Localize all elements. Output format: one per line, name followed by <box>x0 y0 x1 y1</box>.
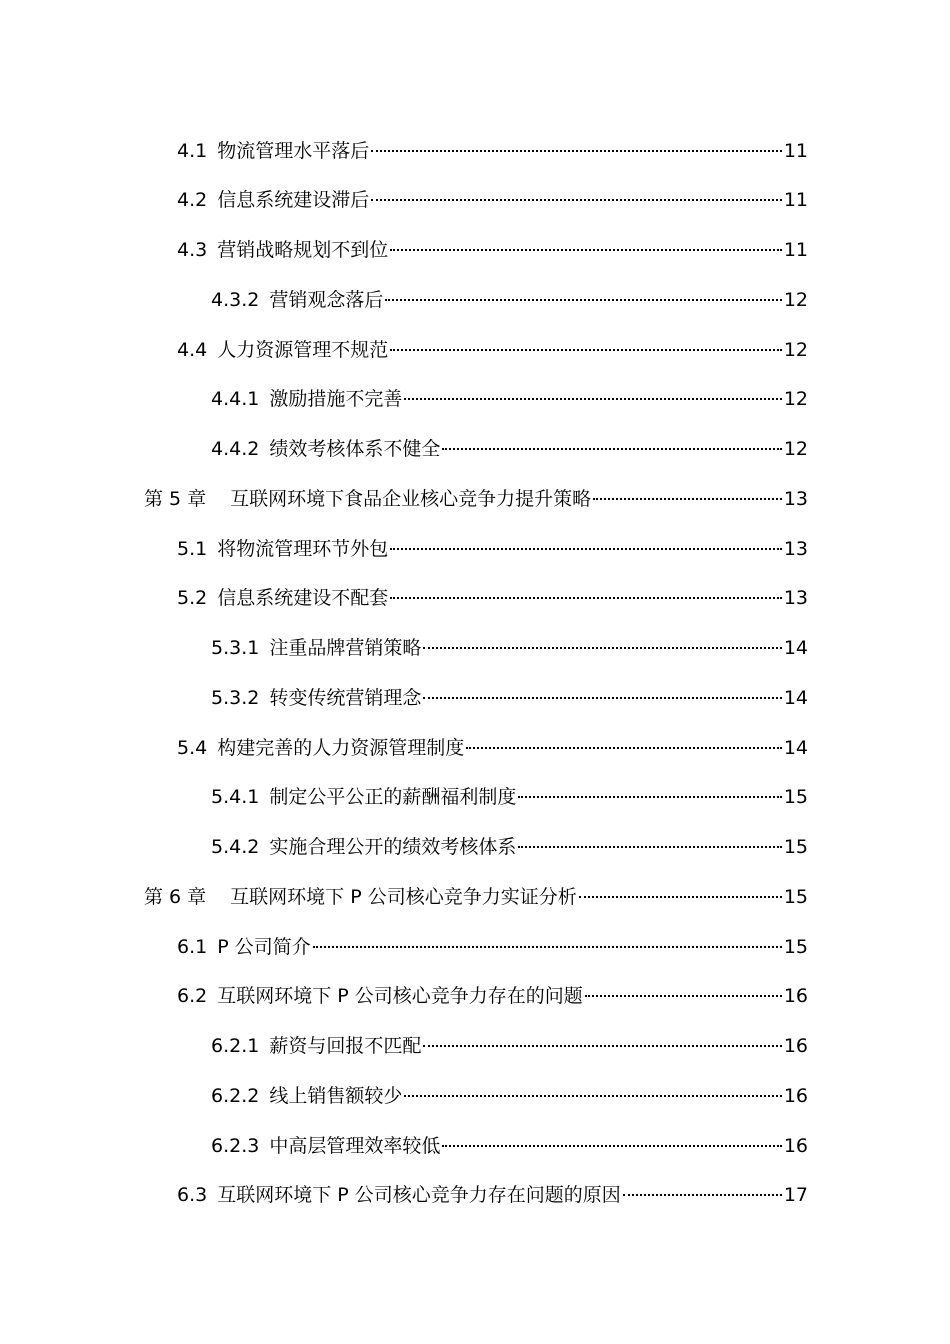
dot-leader <box>585 995 782 997</box>
entry-number: 5.4 <box>177 737 208 759</box>
entry-title: 人力资源管理不规范 <box>217 339 389 361</box>
dot-leader <box>579 896 782 898</box>
entry-title: 构建完善的人力资源管理制度 <box>217 737 465 759</box>
toc-entry-5-4-1[interactable] <box>211 782 808 812</box>
entry-number: 4.4 <box>177 339 208 361</box>
toc-entry-4-3[interactable] <box>177 235 808 265</box>
entry-number: 6.2 <box>177 985 208 1007</box>
entry-page-number: 14 <box>783 637 808 659</box>
toc-entry-6-2-2[interactable] <box>211 1081 808 1111</box>
toc-entry-6-3[interactable] <box>177 1180 808 1210</box>
entry-page-number: 12 <box>783 339 808 361</box>
entry-title: P 公司简介 <box>217 936 311 958</box>
toc-entry-4-4[interactable] <box>177 335 808 365</box>
entry-number: 第 6 章 <box>144 886 207 908</box>
entry-title: 互联网环境下 P 公司核心竞争力存在问题的原因 <box>217 1184 621 1206</box>
entry-number: 第 5 章 <box>144 488 207 510</box>
entry-page-number: 17 <box>783 1184 808 1206</box>
entry-title: 制定公平公正的薪酬福利制度 <box>269 786 517 808</box>
entry-page-number: 11 <box>783 140 808 162</box>
entry-page-number: 15 <box>783 786 808 808</box>
entry-number: 6.3 <box>177 1184 208 1206</box>
entry-title: 互联网环境下 P 公司核心竞争力存在的问题 <box>217 985 583 1007</box>
dot-leader <box>423 697 781 699</box>
entry-page-number: 15 <box>783 886 808 908</box>
entry-page-number: 12 <box>783 388 808 410</box>
dot-leader <box>313 946 782 948</box>
toc-entry-chapter-5[interactable] <box>144 484 808 514</box>
dot-leader <box>423 647 781 649</box>
dot-leader <box>518 796 781 798</box>
entry-title: 薪资与回报不匹配 <box>269 1035 422 1057</box>
dot-leader <box>442 448 781 450</box>
entry-page-number: 12 <box>783 438 808 460</box>
entry-title: 互联网环境下 P 公司核心竞争力实证分析 <box>230 886 577 908</box>
toc-entry-6-1[interactable] <box>177 932 808 962</box>
entry-number: 5.1 <box>177 538 208 560</box>
entry-number: 6.2.2 <box>211 1085 260 1107</box>
entry-page-number: 16 <box>783 985 808 1007</box>
entry-title: 信息系统建设不配套 <box>217 587 389 609</box>
entry-page-number: 16 <box>783 1085 808 1107</box>
entry-page-number: 14 <box>783 737 808 759</box>
entry-title: 互联网环境下食品企业核心竞争力提升策略 <box>230 488 592 510</box>
dot-leader <box>371 199 782 201</box>
entry-page-number: 11 <box>783 239 808 261</box>
entry-number: 5.2 <box>177 587 208 609</box>
entry-page-number: 12 <box>783 289 808 311</box>
entry-page-number: 15 <box>783 836 808 858</box>
entry-title: 线上销售额较少 <box>269 1085 403 1107</box>
entry-number: 4.2 <box>177 189 208 211</box>
entry-page-number: 16 <box>783 1135 808 1157</box>
entry-number: 4.1 <box>177 140 208 162</box>
entry-page-number: 13 <box>783 488 808 510</box>
toc-entry-5-2[interactable] <box>177 583 808 613</box>
entry-number: 6.2.1 <box>211 1035 260 1057</box>
toc-entry-4-4-2[interactable] <box>211 434 808 464</box>
dot-leader <box>390 548 782 550</box>
toc-entry-5-1[interactable] <box>177 534 808 564</box>
dot-leader <box>518 846 781 848</box>
entry-number: 4.4.2 <box>211 438 260 460</box>
entry-title: 信息系统建设滞后 <box>217 189 370 211</box>
entry-number: 5.3.2 <box>211 687 260 709</box>
entry-number: 5.3.1 <box>211 637 260 659</box>
entry-title: 营销观念落后 <box>269 289 384 311</box>
entry-number: 4.3 <box>177 239 208 261</box>
entry-number: 5.4.2 <box>211 836 260 858</box>
entry-number: 4.4.1 <box>211 388 260 410</box>
dot-leader <box>404 398 781 400</box>
entry-title: 将物流管理环节外包 <box>217 538 389 560</box>
dot-leader <box>404 1095 781 1097</box>
entry-title: 物流管理水平落后 <box>217 140 370 162</box>
entry-page-number: 16 <box>783 1035 808 1057</box>
dot-leader <box>623 1194 782 1196</box>
entry-page-number: 13 <box>783 538 808 560</box>
toc-entry-6-2-1[interactable] <box>211 1031 808 1061</box>
toc-entry-4-1[interactable] <box>177 136 808 166</box>
entry-title: 绩效考核体系不健全 <box>269 438 441 460</box>
entry-number: 6.1 <box>177 936 208 958</box>
dot-leader <box>423 1045 781 1047</box>
entry-title: 转变传统营销理念 <box>269 687 422 709</box>
toc-entry-4-2[interactable] <box>177 185 808 215</box>
dot-leader <box>442 1145 781 1147</box>
toc-entry-6-2-3[interactable] <box>211 1131 808 1161</box>
dot-leader <box>390 349 782 351</box>
entry-title: 营销战略规划不到位 <box>217 239 389 261</box>
entry-title: 注重品牌营销策略 <box>269 637 422 659</box>
entry-title: 激励措施不完善 <box>269 388 403 410</box>
toc-entry-4-3-2[interactable] <box>211 285 808 315</box>
dot-leader <box>466 747 782 749</box>
entry-page-number: 14 <box>783 687 808 709</box>
toc-entry-chapter-6[interactable] <box>144 882 808 912</box>
entry-page-number: 15 <box>783 936 808 958</box>
dot-leader <box>385 299 781 301</box>
entry-number: 6.2.3 <box>211 1135 260 1157</box>
entry-page-number: 13 <box>783 587 808 609</box>
dot-leader <box>593 498 782 500</box>
entry-number: 4.3.2 <box>211 289 260 311</box>
toc-entry-6-2[interactable] <box>177 981 808 1011</box>
entry-page-number: 11 <box>783 189 808 211</box>
toc-entry-5-4[interactable] <box>177 733 808 763</box>
toc-entry-5-3-1[interactable] <box>211 633 808 663</box>
dot-leader <box>390 597 782 599</box>
toc-entry-5-3-2[interactable] <box>211 683 808 713</box>
dot-leader <box>371 150 782 152</box>
toc-entry-4-4-1[interactable] <box>211 384 808 414</box>
entry-number: 5.4.1 <box>211 786 260 808</box>
dot-leader <box>390 249 782 251</box>
toc-entry-5-4-2[interactable] <box>211 832 808 862</box>
entry-title: 实施合理公开的绩效考核体系 <box>269 836 517 858</box>
entry-title: 中高层管理效率较低 <box>269 1135 441 1157</box>
